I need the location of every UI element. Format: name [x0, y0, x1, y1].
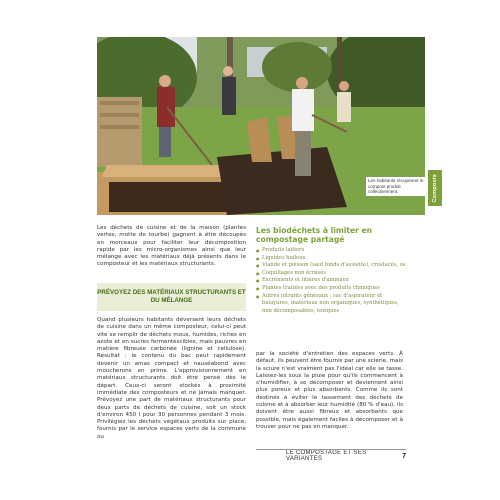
list-item: ● Plantes traitées avec des produits chimiques — [256, 285, 406, 293]
section-title: Les biodéchets à limiter en compostage partagé — [256, 226, 373, 244]
side-tab-label: Composts — [432, 173, 438, 203]
highlight-box-title — [97, 283, 246, 311]
photo-caption: Les habitants récupèrent le compost produit collectivement. — [366, 177, 428, 196]
intro-paragraph: Les déchets de cuisine et de la maison (plantes vertes, motte de tourbe) gagnent à être découpés en morceaux pour faciliter leur décomposition rapide par les micro-organismes ainsi que leur mélange avec les matériaux déjà présents dans le composteur et les matériaux structurants. — [97, 225, 246, 268]
list-item: ● Autres intrants généraux : sac d'aspirateur et balayures, matériaux non organiques, synthétiques, non décomposables, toxiques — [256, 293, 406, 316]
box-title-text: PRÉVOYEZ DES MATÉRIAUX STRUCTURANTS ET DU MÉLANGE — [97, 289, 246, 304]
list-item: ● Produits laitiers — [256, 247, 406, 255]
running-title: LE COMPOSTAGE ET SES VARIANTES — [286, 450, 367, 462]
page-number: 7 — [402, 452, 406, 460]
list-item: ● Liquides huileux — [256, 255, 406, 263]
biodechets-list-section — [256, 226, 406, 315]
page-footer — [256, 452, 406, 460]
right-column-paragraph: par la société d'entretien des espaces verts. À défaut, ils peuvent être fournis par une scierie, mais la sciure n'est vraiment pas l'idéal car elle se tasse. Laissez-les sous la pluie pour qu'ils commencent à s'humidifier, à se décomposer et deviennent ainsi plus poreux et plus absorbants. Comme ils sont destinés à éviter le tassement des déchets de cuisine et à absorber leur humidité (80 % d'eau), ils doivent être aussi fibreux et absorbants que possible, mais également faciles à décomposer et à trouver pour ne pas en manquer. — [256, 351, 403, 430]
biodechets-list — [256, 247, 406, 315]
left-column-paragraph: Quand plusieurs habitants déversent leurs déchets de cuisine dans un même composteur, celui-ci peut vite se remplir de déchets mous, humides, riches en azote et en sucres fermentescibles, mais pauvres en matière fibreuse carbonée (lignine et cellulose). Résultat : le contenu du bac peut rapidement devenir un amas compact et nauséabond avec moucherons en prime. L'approvisionnement en matériaux structurants doit être pensé dès le départ. Ceux-ci seront stockés à proximité immédiate des composteurs et ne jamais manquer. Prévoyez une part de matériaux structurants pour deux parts de déchets de cuisine, soit un stock d'environ 450 l pour 30 personnes pendant 3 mois. Privilégiez les déchets végétaux produits sur place, fournis par le service espaces verts de la commune ou — [97, 317, 246, 440]
list-item: ● Excréments et litières d'animaux — [256, 277, 406, 285]
list-item: ● Coquillages non écrasés — [256, 270, 406, 278]
list-item: ● Viande et poisson (sauf fonds d'assiette), crustacés, os — [256, 262, 406, 270]
footer-rule — [256, 449, 406, 450]
chapter-side-tab — [428, 170, 442, 206]
